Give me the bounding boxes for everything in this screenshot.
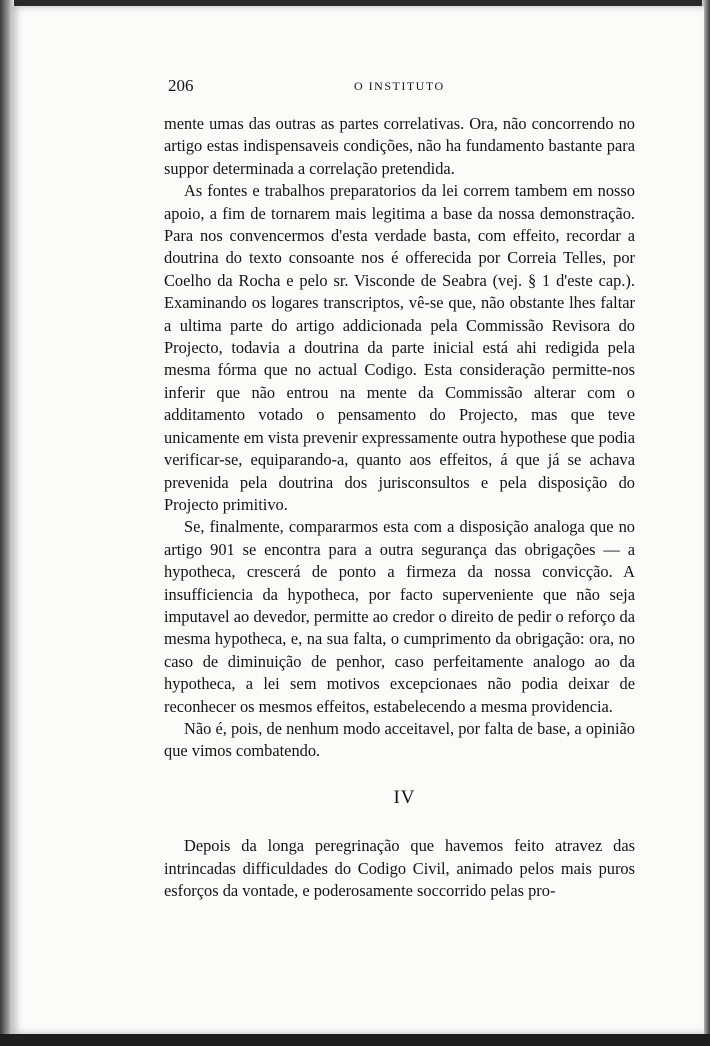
paragraph-continuation: mente umas das outras as partes correlativas. Ora, não concorrendo no artigo estas indispensaveis condições, não ha fundamento bastante para suppor determinada a correlação pretendida. xyxy=(164,114,635,178)
page-number: 206 xyxy=(168,76,194,95)
body-text xyxy=(164,113,635,902)
paragraph: Se, finalmente, compararmos esta com a disposição analoga que no artigo 901 se encontra para a outra segurança das obrigações — a hypotheca, crescerá de ponto a firmeza da nossa convicção. A insufficiencia da hypotheca, por facto superveniente que não seja imputavel ao devedor, permitte ao credor o direito de pedir o reforço da mesma hypotheca, e, na sua falta, o cumprimento da obrigação: ora, no caso de diminuição de penhor, caso perfeitamente analogo ao da hypotheca, a lei sem motivos excepcionaes não podia deixar de reconhecer os mesmos effeitos, estabelecendo a mesma providencia. xyxy=(164,517,635,716)
paragraph: As fontes e trabalhos preparatorios da lei correm tambem em nosso apoio, a fim de tornarem mais legitima a base da nossa demonstração. Para nos convencermos d'esta verdade basta, com effeito, recordar a doutrina do texto consoante nos é offerecida por Correia Telles, por Coelho da Rocha e pelo sr. Visconde de Seabra (vej. § 1 d'este cap.). Examinando os logares transcriptos, vê-se que, não obstante lhes faltar a ultima parte do artigo addicionada pela Commissão Revisora do Projecto, todavia a doutrina da parte inicial está ahi redigida pela mesma fórma que no actual Codigo. Esta consideração permitte-nos inferir que não entrou na mente da Commissão alterar com o additamento votado o pensamento do Projecto, mas que teve unicamente em vista prevenir expressamente outra hypothese que podia verificar-se, equiparando-a, quanto aos effeitos, á que já se achava prevenida pela doutrina dos jurisconsultos e pela disposição do Projecto primitivo. xyxy=(164,181,635,514)
section-paragraph: Depois da longa peregrinação que havemos feito atravez das intrincadas difficuldades do Codigo Civil, animado pelos mais puros esforços da vontade, e poderosamente soccorrido pelas pro- xyxy=(164,836,635,900)
paragraph: Não é, pois, de nenhum modo acceitavel, por falta de base, a opinião que vimos combatendo. xyxy=(164,718,635,761)
running-title: O INSTITUTO xyxy=(354,79,445,93)
section-heading: IV xyxy=(393,786,416,808)
scan-bottom-border xyxy=(0,1034,710,1046)
page-header xyxy=(168,76,634,98)
